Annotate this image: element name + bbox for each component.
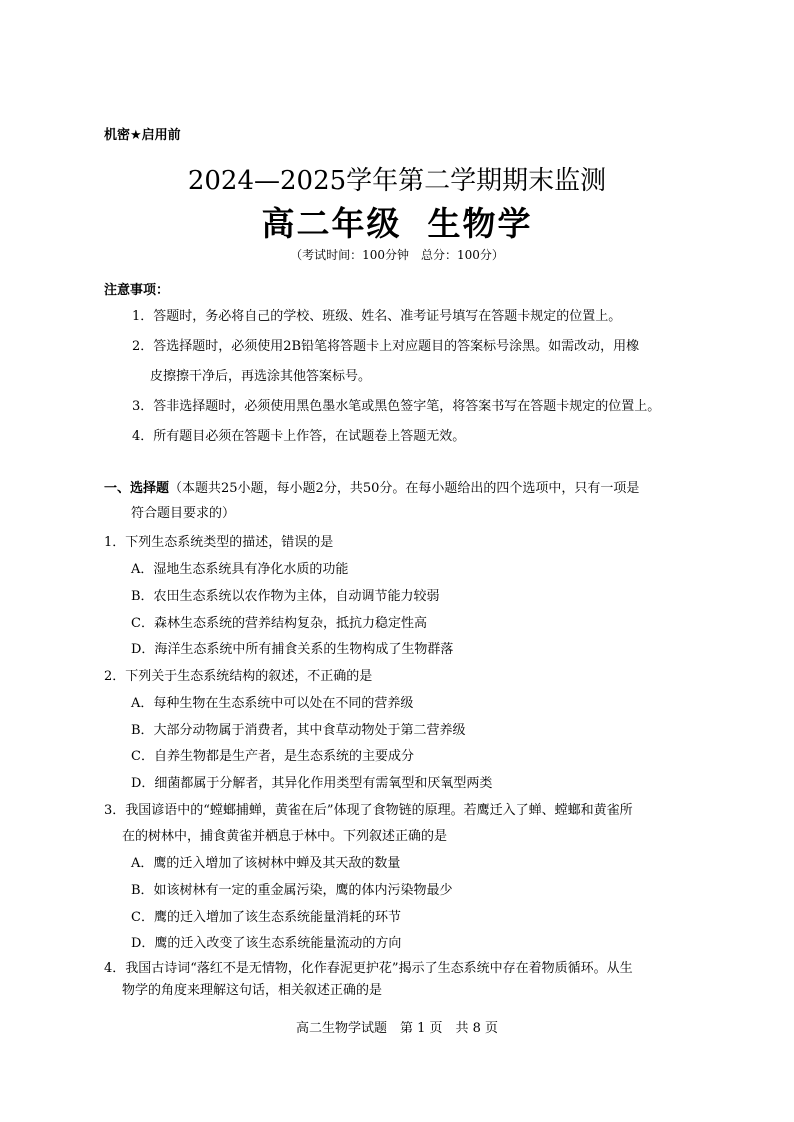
question-2-option-c: C．自养生物都是生产者，是生态系统的主要成分 [131,749,414,764]
subject-label: 生物学 [427,204,533,243]
question-1-option-d: D．海洋生态系统中所有捕食关系的生物构成了生物群落 [131,642,454,657]
exam-info: （考试时间：100分钟 总分：100分） [290,248,504,262]
notice-item-4: 4．所有题目必须在答题卡上作答，在试题卷上答题无效。 [132,429,466,444]
section-desc-line2: 符合题目要求的） [131,506,236,521]
notice-item-1: 1．答题时，务必将自己的学校、班级、姓名、准考证号填写在答题卡规定的位置上。 [132,309,622,324]
notice-item-2: 2．答选择题时，必须使用2B铅笔将答题卡上对应题目的答案标号涂黑。如需改动，用橡 [132,339,640,354]
question-4-stem-cont: 物学的角度来理解这句话，相关叙述正确的是 [122,983,383,998]
question-1-option-a: A．湿地生态系统具有净化水质的功能 [131,562,349,577]
grade-label: 高二年级 [261,204,402,243]
question-3-option-a: A．鹰的迁入增加了该树林中蝉及其天敌的数量 [131,856,401,871]
section-label: 一、选择题 [104,481,170,496]
notice-item-2-cont: 皮擦擦干净后，再选涂其他答案标号。 [150,369,372,384]
question-2-option-a: A．每种生物在生态系统中可以处在不同的营养级 [131,696,414,711]
notice-item-3: 3．答非选择题时，必须使用黑色墨水笔或黑色签字笔，将答案书写在答题卡规定的位置上。 [132,399,661,414]
question-2-stem: 2．下列关于生态系统结构的叙述，不正确的是 [104,669,373,684]
question-2-option-d: D．细菌都属于分解者，其异化作用类型有需氧型和厌氧型两类 [131,776,493,791]
subject-title [0,198,794,245]
question-4-stem: 4．我国古诗词“落红不是无情物，化作春泥更护花”揭示了生态系统中存在着物质循环。从生 [104,961,633,976]
question-3-option-c: C．鹰的迁入增加了该生态系统能量消耗的环节 [131,910,401,925]
question-3-stem-cont: 在的树林中，捕食黄雀并栖息于林中。下列叙述正确的是 [122,829,448,844]
exam-title: 2024—2025学年第二学期期末监测 [187,166,607,196]
question-3-option-d: D．鹰的迁入改变了该生态系统能量流动的方向 [131,936,402,951]
question-3-stem: 3．我国谚语中的“螳螂捕蝉，黄雀在后”体现了食物链的原理。若鹰迁入了蝉、螳螂和黄雀所 [104,803,633,818]
section-heading [104,477,639,496]
question-3-option-b: B．如该树林有一定的重金属污染，鹰的体内污染物最少 [131,883,453,898]
question-1-option-b: B．农田生态系统以农作物为主体，自动调节能力较弱 [131,589,440,604]
section-desc-line1: （本题共25小题，每小题2分，共50分。在每小题给出的四个选项中，只有一项是 [169,481,640,496]
notice-heading: 注意事项： [104,283,170,298]
page-footer: 高二生物学试题 第 1 页 共 8 页 [295,1021,499,1036]
question-2-option-b: B．大部分动物属于消费者，其中食草动物处于第二营养级 [131,723,466,738]
confidential-label: 机密★启用前 [104,128,181,143]
question-1-stem: 1．下列生态系统类型的描述，错误的是 [104,535,334,550]
question-1-option-c: C．森林生态系统的营养结构复杂，抵抗力稳定性高 [131,616,427,631]
